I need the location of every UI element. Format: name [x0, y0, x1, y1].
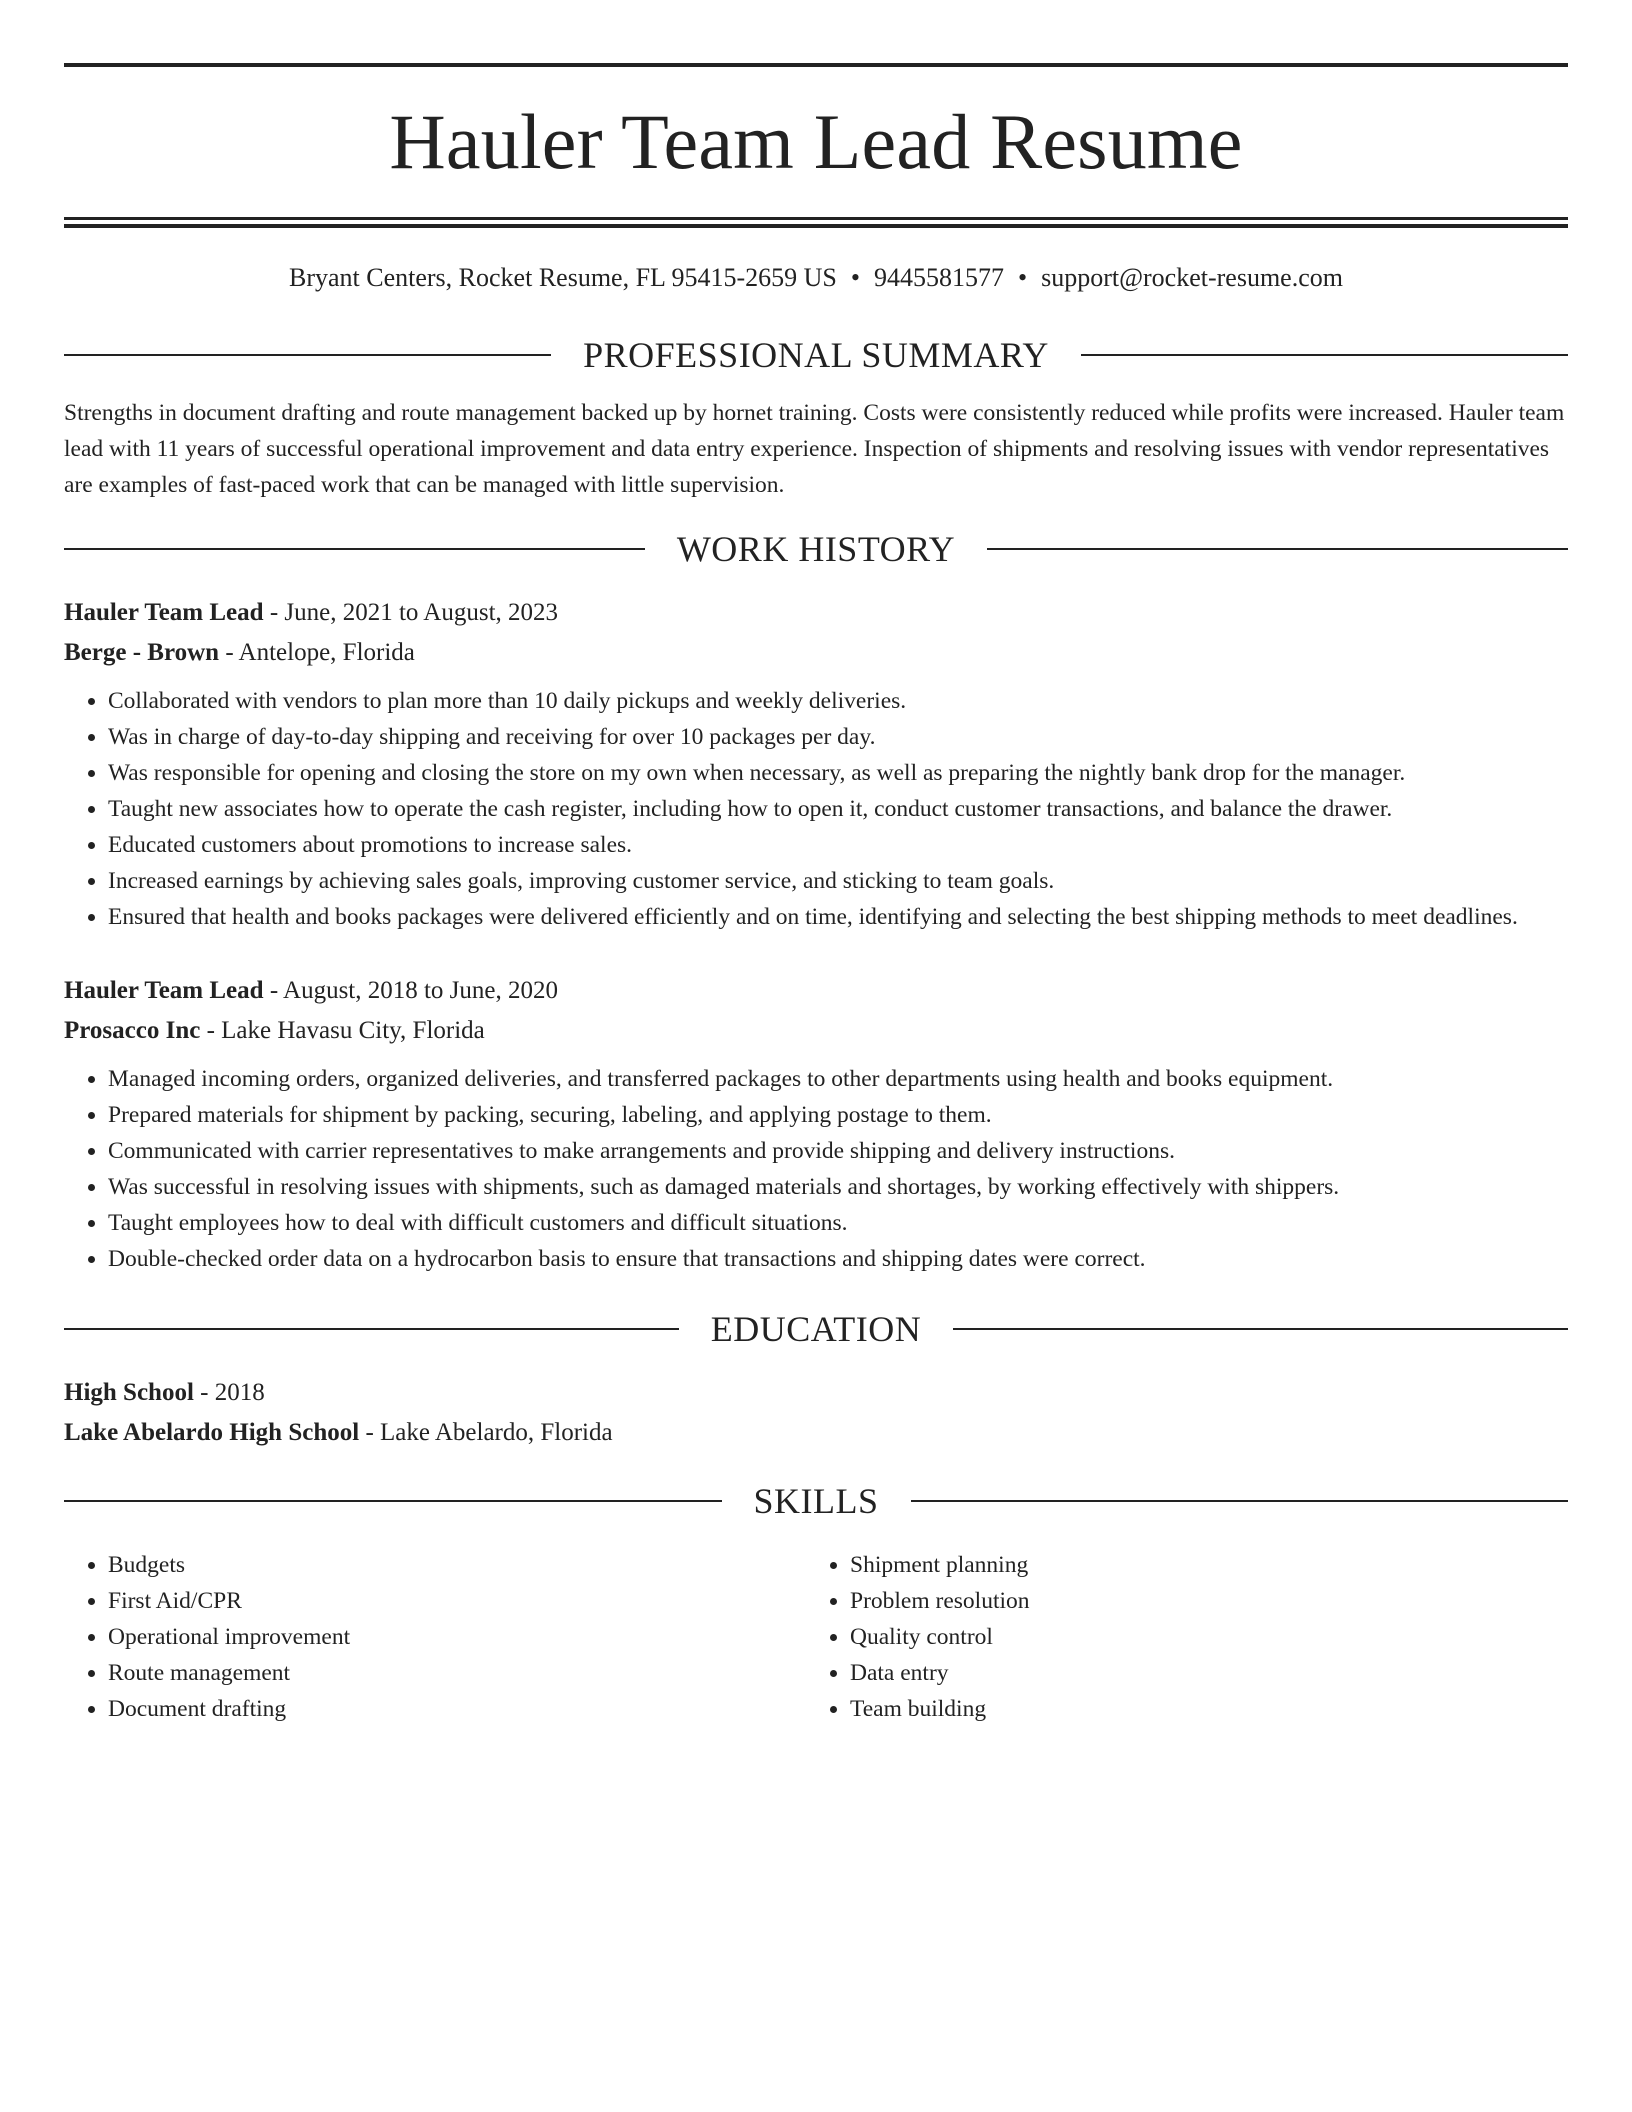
job-title-line	[64, 971, 1568, 1011]
job-bullet-list	[64, 683, 1568, 935]
contact-line	[64, 261, 1568, 295]
heading-rule-left	[64, 548, 645, 550]
job-dates: - June, 2021 to August, 2023	[263, 599, 559, 626]
job-company: Berge - Brown	[64, 639, 220, 666]
skills-heading-label: SKILLS	[753, 1481, 879, 1521]
top-rule	[64, 63, 1568, 67]
job-bullet: • Collaborated with vendors to plan more than 10 daily pickups and weekly deliveries.	[108, 683, 1568, 719]
job-bullet: • Communicated with carrier representatives to make arrangements and provide shipping and delivery instructions.	[108, 1133, 1568, 1169]
skill-item: • Data entry	[850, 1655, 1548, 1691]
job-entry	[64, 593, 1568, 935]
skill-item: • Shipment planning	[850, 1547, 1548, 1583]
job-bullet: • Prepared materials for shipment by packing, securing, labeling, and applying postage to them.	[108, 1097, 1568, 1133]
education-degree: High School	[64, 1379, 194, 1406]
contact-separator: •	[850, 263, 860, 292]
job-location: - Antelope, Florida	[219, 639, 415, 666]
job-bullet: • Was responsible for opening and closing the store on my own when necessary, as well as preparing the nightly bank drop for the manager.	[108, 755, 1568, 791]
education-degree-line	[64, 1373, 1568, 1413]
job-bullet: • Double-checked order data on a hydrocarbon basis to ensure that transactions and shipping dates were correct.	[108, 1241, 1568, 1277]
contact-address: Bryant Centers, Rocket Resume, FL 95415-2659 US	[288, 263, 837, 292]
heading-rule-right	[953, 1328, 1568, 1330]
contact-separator: •	[1017, 263, 1028, 292]
skill-item: • Team building	[850, 1691, 1548, 1727]
work-history-heading-label: WORK HISTORY	[676, 529, 956, 569]
job-bullet: • Was in charge of day-to-day shipping and receiving for over 10 packages per day.	[108, 719, 1568, 755]
job-bullet: • Taught employees how to deal with difficult customers and difficult situations.	[108, 1205, 1568, 1241]
job-bullet: • Was successful in resolving issues with shipments, such as damaged materials and shortages, by working effectively with shippers.	[108, 1169, 1568, 1205]
heading-rule-right	[911, 1500, 1569, 1502]
summary-section-heading	[64, 333, 1568, 377]
education-location: - Lake Abelardo, Florida	[359, 1419, 613, 1446]
job-location: - Lake Havasu City, Florida	[200, 1017, 485, 1044]
job-bullet: • Taught new associates how to operate the cash register, including how to open it, conduct customer transactions, and balance the drawer.	[108, 791, 1568, 827]
skill-item: • Route management	[108, 1655, 806, 1691]
job-entry	[64, 971, 1568, 1277]
skill-item: • Document drafting	[108, 1691, 806, 1727]
job-bullet: • Managed incoming orders, organized deliveries, and transferred packages to other departments using health and books equipment.	[108, 1061, 1568, 1097]
skills-list-left	[64, 1547, 806, 1727]
heading-rule-right	[987, 548, 1568, 550]
resume-title: Hauler Team Lead Resume	[389, 98, 1243, 185]
summary-text: Strengths in document drafting and route management backed up by hornet training. Costs were consistently reduced while profits were increased. Hauler team lead with 11 years of successful operational improvement and data entry experience. Inspection of shipments and resolving issues with vendor representatives are examples of fast-paced work that can be managed with little supervision.	[64, 400, 1565, 498]
job-title: Hauler Team Lead	[64, 977, 264, 1004]
education-section-heading	[64, 1307, 1568, 1351]
skill-item: • Quality control	[850, 1619, 1548, 1655]
job-bullet: • Increased earnings by achieving sales goals, improving customer service, and sticking to team goals.	[108, 863, 1568, 899]
job-company-line	[64, 1011, 1568, 1051]
skill-item: • Operational improvement	[108, 1619, 806, 1655]
work-history-section-heading	[64, 527, 1568, 571]
skills-columns	[64, 1547, 1568, 1727]
heading-rule-right	[1081, 354, 1568, 356]
job-bullet: • Ensured that health and books packages were delivered efficiently and on time, identifying and selecting the best shipping methods to meet deadlines.	[108, 899, 1568, 935]
job-bullet: • Educated customers about promotions to increase sales.	[108, 827, 1568, 863]
job-company: Prosacco Inc	[64, 1017, 201, 1044]
education-school: Lake Abelardo High School	[64, 1419, 360, 1446]
job-title-line	[64, 593, 1568, 633]
job-title: Hauler Team Lead	[64, 599, 264, 626]
job-company-line	[64, 633, 1568, 673]
education-entry	[64, 1373, 1568, 1453]
job-bullet-list	[64, 1061, 1568, 1277]
heading-rule-left	[64, 354, 551, 356]
job-dates: - August, 2018 to June, 2020	[263, 977, 559, 1004]
skill-item: • Problem resolution	[850, 1583, 1548, 1619]
summary-heading-label: PROFESSIONAL SUMMARY	[583, 335, 1049, 375]
skills-list-right	[806, 1547, 1548, 1727]
skills-section-heading	[64, 1479, 1568, 1523]
education-school-line	[64, 1413, 1568, 1453]
heading-rule-left	[64, 1328, 679, 1330]
skill-item: • Budgets	[108, 1547, 806, 1583]
skill-item: • First Aid/CPR	[108, 1583, 806, 1619]
education-year: - 2018	[193, 1379, 265, 1406]
heading-rule-left	[64, 1500, 722, 1502]
contact-phone: 9445581577	[873, 263, 1004, 292]
education-heading-label: EDUCATION	[710, 1309, 922, 1349]
title-double-rule	[64, 217, 1568, 228]
contact-email: support@rocket-resume.com	[1041, 263, 1343, 292]
